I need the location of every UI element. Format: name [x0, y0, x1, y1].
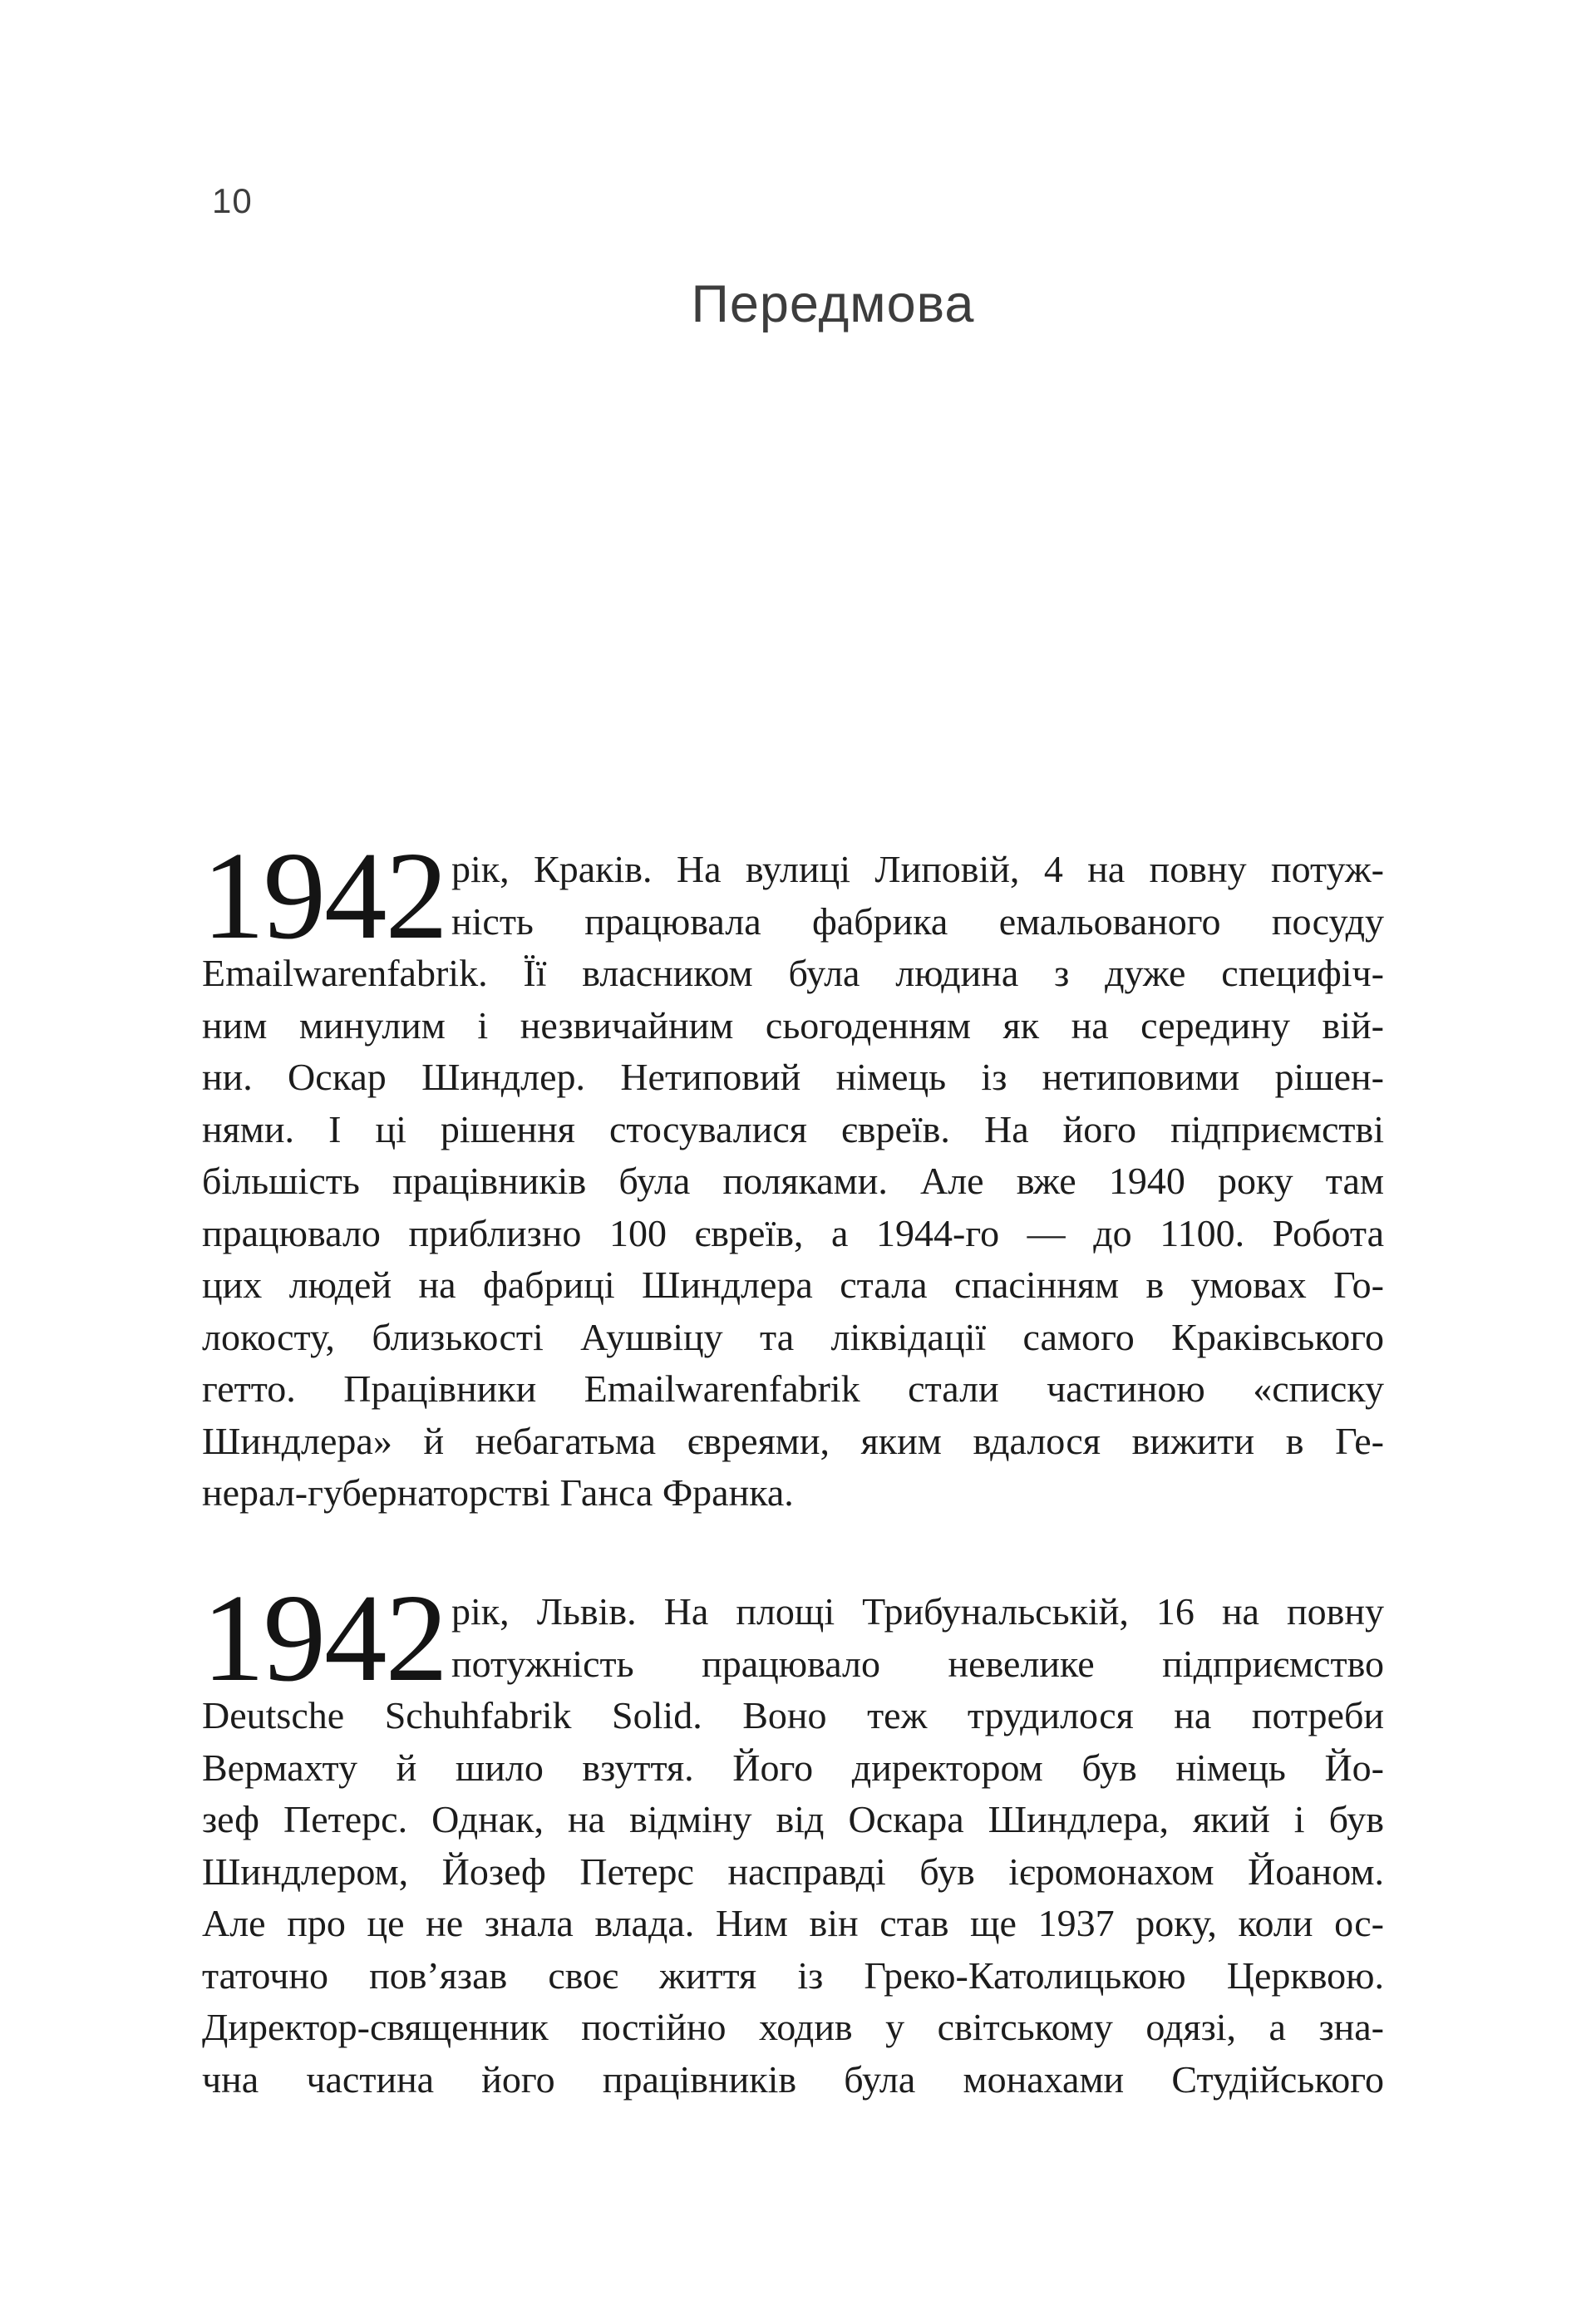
text-line: Шиндлером, Йозеф Петерс насправді був ієромонахом Йоаном.	[202, 1850, 1384, 1893]
text-line: Deutsche Schuhfabrik Solid. Воно теж трудилося на потреби	[202, 1694, 1384, 1736]
chapter-heading: Передмова	[691, 275, 975, 333]
dropcap-year-1: 1942	[202, 825, 446, 965]
text-line: ним минулим і незвичайним сьогоденням як на середину вій-	[202, 1003, 1384, 1047]
text-line: нерал-губернаторстві Ганса Франка.	[202, 1471, 794, 1514]
text-line: ни. Оскар Шиндлер. Нетиповий німець із нетиповими рішен-	[202, 1056, 1384, 1098]
text-line: гетто. Працівники Emailwarenfabrik стали частиною «списку	[202, 1367, 1384, 1410]
text-line: чна частина його працівників була монахами Студійського	[202, 2057, 1384, 2101]
text-line: рік, Краків. На вулиці Липовій, 4 на повну потуж-	[451, 848, 1384, 890]
text-line: рік, Львів. На площі Трибунальській, 16 на повну	[451, 1590, 1384, 1633]
text-line: ність працювала фабрика емальованого посуду	[451, 899, 1384, 943]
text-line: цих людей на фабриці Шиндлера стала спасінням в умовах Го-	[202, 1263, 1384, 1306]
text-line: більшість працівників була поляками. Але вже 1940 року там	[202, 1160, 1384, 1202]
text-line: Emailwarenfabrik. Її власником була людина з дуже специфіч-	[202, 952, 1384, 994]
text-line: таточно пов’язав своє життя із Греко-Католицькою Церквою.	[202, 1953, 1384, 1997]
dropcap-year-2: 1942	[202, 1568, 446, 1707]
paragraph-2	[202, 1568, 1384, 2106]
text-line: Директор-священник постійно ходив у світському одязі, а зна-	[202, 2006, 1384, 2048]
text-line: нями. І ці рішення стосувалися євреїв. На його підприємстві	[202, 1107, 1384, 1150]
paragraph-1	[202, 825, 1384, 1520]
text-line: потужність працювало невелике підприємство	[451, 1642, 1384, 1685]
text-line: Але про це не знала влада. Ним він став ще 1937 року, коли ос-	[202, 1902, 1384, 1944]
text-line: працювало приблизно 100 євреїв, а 1944-го — до 1100. Робота	[202, 1211, 1384, 1254]
text-line: Шиндлера» й небагатьма євреями, яким вдалося вижити в Ге-	[202, 1419, 1384, 1462]
text-line: зеф Петерс. Однак, на відміну від Оскара Шиндлера, який і був	[202, 1798, 1384, 1840]
text-line: локосту, близькості Аушвіцу та ліквідації самого Краківського	[202, 1315, 1384, 1358]
text-line: Вермахту й шило взуття. Його директором був німець Йо-	[202, 1746, 1384, 1789]
page-number: 10	[212, 181, 253, 220]
